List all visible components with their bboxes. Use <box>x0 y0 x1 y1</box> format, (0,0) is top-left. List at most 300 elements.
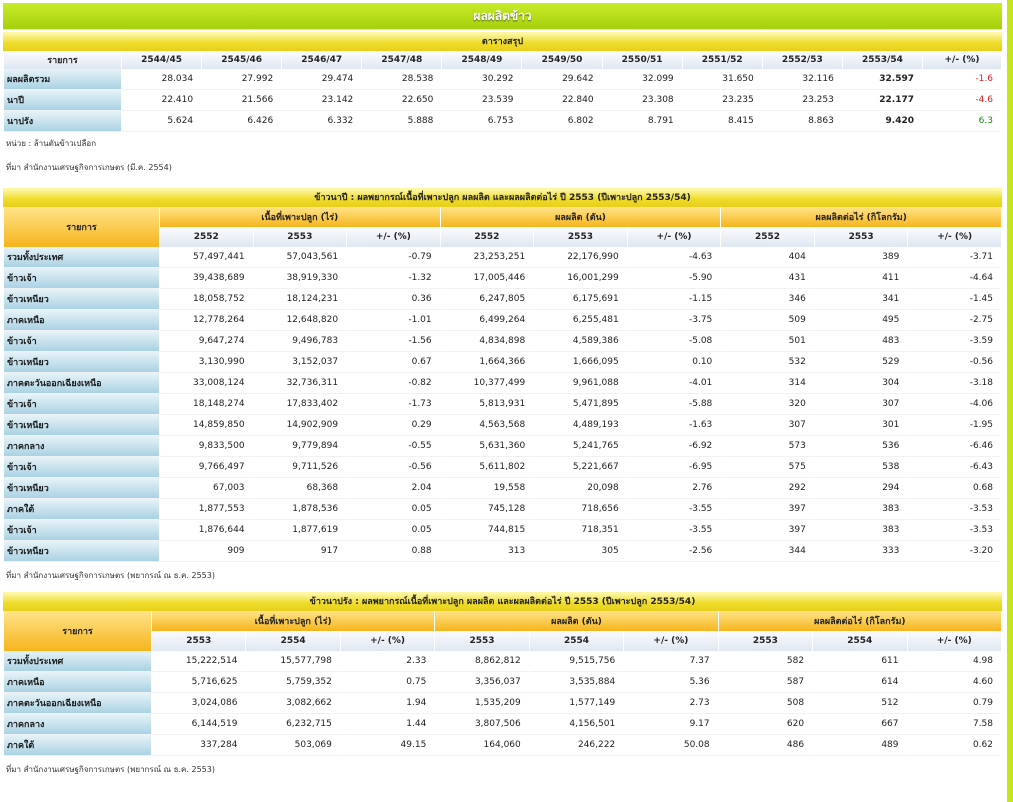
value-cell: 1.94 <box>341 693 434 714</box>
table-row <box>4 457 1001 478</box>
value-cell: 745,128 <box>441 499 534 520</box>
value-cell: 1,577,149 <box>530 693 623 714</box>
sub-header: 2552 <box>160 227 253 247</box>
off-group-area: เนื้อที่เพาะปลูก (ไร่) <box>152 611 434 631</box>
value-cell: 9,961,088 <box>534 373 627 394</box>
value-cell: -0.79 <box>347 247 440 268</box>
unit-note: หน่วย : ล้านตันข้าวเปลือก <box>6 139 97 148</box>
value-cell: 4,589,386 <box>534 331 627 352</box>
value-cell: 582 <box>719 651 812 672</box>
table-row <box>4 714 1001 735</box>
value-cell: 5,631,360 <box>441 436 534 457</box>
sub-header: 2554 <box>246 631 339 651</box>
main-group-production: ผลผลิต (ตัน) <box>441 207 721 227</box>
value-cell: -3.71 <box>908 247 1001 268</box>
value-cell: 22.650 <box>362 90 441 111</box>
value-cell: 718,656 <box>534 499 627 520</box>
value-cell: 2.73 <box>624 693 717 714</box>
value-cell: 246,222 <box>530 735 623 756</box>
sub-header: +/- (%) <box>628 227 721 247</box>
value-cell: -1.45 <box>908 289 1001 310</box>
value-cell: 31.650 <box>683 69 762 90</box>
value-cell: 573 <box>721 436 814 457</box>
value-cell: -1.15 <box>628 289 721 310</box>
value-cell: 28.034 <box>122 69 201 90</box>
value-cell: -0.55 <box>347 436 440 457</box>
table-row <box>4 672 1001 693</box>
table-row <box>4 268 1001 289</box>
value-cell: -1.95 <box>908 415 1001 436</box>
value-cell: 23.539 <box>442 90 521 111</box>
value-cell: 1,666,095 <box>534 352 627 373</box>
value-cell: 67,003 <box>160 478 253 499</box>
value-cell: 32.597 <box>843 69 922 90</box>
value-cell: 0.68 <box>908 478 1001 499</box>
row-label: ภาคตะวันออกเฉียงเหนือ <box>4 693 151 714</box>
value-cell: 20,098 <box>534 478 627 499</box>
row-label: ภาคใต้ <box>4 735 151 756</box>
sub-header: 2554 <box>813 631 906 651</box>
value-cell: 33,008,124 <box>160 373 253 394</box>
row-label: ข้าวเจ้า <box>4 394 159 415</box>
value-cell: 22.177 <box>843 90 922 111</box>
value-cell: 9,711,526 <box>254 457 347 478</box>
value-cell: 4,489,193 <box>534 415 627 436</box>
value-cell: 346 <box>721 289 814 310</box>
row-label: ภาคตะวันออกเฉียงเหนือ <box>4 373 159 394</box>
value-cell: 19,558 <box>441 478 534 499</box>
value-cell: -2.75 <box>908 310 1001 331</box>
value-cell: 4,834,898 <box>441 331 534 352</box>
value-cell: 6,175,691 <box>534 289 627 310</box>
value-cell: 68,368 <box>254 478 347 499</box>
value-cell: 23.253 <box>763 90 842 111</box>
value-cell: 337,284 <box>152 735 245 756</box>
value-cell: 4.60 <box>908 672 1002 693</box>
value-cell: 6,247,805 <box>441 289 534 310</box>
sub-header: 2554 <box>530 631 623 651</box>
value-cell: 57,497,441 <box>160 247 253 268</box>
value-cell: -3.55 <box>628 499 721 520</box>
value-cell: 501 <box>721 331 814 352</box>
row-label: ข้าวเหนียว <box>4 352 159 373</box>
value-cell: 5,759,352 <box>246 672 339 693</box>
value-cell: 3,807,506 <box>435 714 528 735</box>
value-cell: 5,221,667 <box>534 457 627 478</box>
value-cell: 57,043,561 <box>254 247 347 268</box>
value-cell: 22,176,990 <box>534 247 627 268</box>
value-cell: 50.08 <box>624 735 717 756</box>
value-cell: 27.992 <box>202 69 281 90</box>
value-cell: 16,001,299 <box>534 268 627 289</box>
value-cell: 9,779,894 <box>254 436 347 457</box>
value-cell: 32.116 <box>763 69 842 90</box>
value-cell: 0.75 <box>341 672 434 693</box>
table-row <box>4 436 1001 457</box>
value-cell: 164,060 <box>435 735 528 756</box>
year-header: 2549/50 <box>522 51 601 69</box>
value-cell: 503,069 <box>246 735 339 756</box>
value-cell: 3,024,086 <box>152 693 245 714</box>
value-cell: 6,499,264 <box>441 310 534 331</box>
summary-row <box>4 69 1001 90</box>
value-cell: -5.08 <box>628 331 721 352</box>
value-cell: 18,124,231 <box>254 289 347 310</box>
value-cell: 304 <box>815 373 908 394</box>
value-cell: 1,877,619 <box>254 520 347 541</box>
value-cell: 333 <box>815 541 908 562</box>
value-cell: -1.56 <box>347 331 440 352</box>
page-title: ผลผลิตข้าว <box>3 3 1002 30</box>
value-cell: -3.18 <box>908 373 1001 394</box>
value-cell: 0.62 <box>908 735 1002 756</box>
value-cell: 17,005,446 <box>441 268 534 289</box>
year-header: 2545/46 <box>202 51 281 69</box>
table-row <box>4 352 1001 373</box>
table-row <box>4 735 1001 756</box>
value-cell: 14,859,850 <box>160 415 253 436</box>
sub-header: 2553 <box>435 631 528 651</box>
value-cell: 49.15 <box>341 735 434 756</box>
value-cell: 6,255,481 <box>534 310 627 331</box>
sub-header: +/- (%) <box>624 631 717 651</box>
value-cell: 5.36 <box>624 672 717 693</box>
row-label: นาปี <box>4 90 121 111</box>
value-cell: 2.04 <box>347 478 440 499</box>
value-cell: 1,877,553 <box>160 499 253 520</box>
row-label: ข้าวเหนียว <box>4 541 159 562</box>
value-cell: 744,815 <box>441 520 534 541</box>
off-group-production: ผลผลิต (ตัน) <box>435 611 717 631</box>
value-cell: 6.426 <box>202 111 281 132</box>
value-cell: 22.840 <box>522 90 601 111</box>
row-label: ข้าวเจ้า <box>4 457 159 478</box>
table-row <box>4 693 1001 714</box>
value-cell: 294 <box>815 478 908 499</box>
value-cell: 0.29 <box>347 415 440 436</box>
value-cell: 3,152,037 <box>254 352 347 373</box>
change-cell: -1.6 <box>923 69 1001 90</box>
off-row-header: รายการ <box>4 611 151 651</box>
value-cell: 620 <box>719 714 812 735</box>
row-label: ข้าวเจ้า <box>4 268 159 289</box>
value-cell: 18,058,752 <box>160 289 253 310</box>
year-header: 2546/47 <box>282 51 361 69</box>
value-cell: -3.53 <box>908 520 1001 541</box>
value-cell: 5,813,931 <box>441 394 534 415</box>
value-cell: 3,356,037 <box>435 672 528 693</box>
value-cell: 313 <box>441 541 534 562</box>
value-cell: 1,535,209 <box>435 693 528 714</box>
table-row <box>4 289 1001 310</box>
value-cell: -6.92 <box>628 436 721 457</box>
row-label: นาปรัง <box>4 111 121 132</box>
value-cell: -1.32 <box>347 268 440 289</box>
value-cell: 397 <box>721 499 814 520</box>
value-cell: 1,664,366 <box>441 352 534 373</box>
value-cell: 314 <box>721 373 814 394</box>
value-cell: 6.753 <box>442 111 521 132</box>
table-row <box>4 651 1001 672</box>
row-label: ภาคเหนือ <box>4 672 151 693</box>
year-header: 2552/53 <box>763 51 842 69</box>
value-cell: -3.20 <box>908 541 1001 562</box>
value-cell: 10,377,499 <box>441 373 534 394</box>
value-cell: 495 <box>815 310 908 331</box>
value-cell: 532 <box>721 352 814 373</box>
value-cell: -3.75 <box>628 310 721 331</box>
value-cell: 383 <box>815 520 908 541</box>
value-cell: -1.73 <box>347 394 440 415</box>
summary-header-row <box>4 51 1001 69</box>
value-cell: 23.308 <box>603 90 682 111</box>
value-cell: 6.332 <box>282 111 361 132</box>
value-cell: 9,515,756 <box>530 651 623 672</box>
value-cell: 0.05 <box>347 499 440 520</box>
value-cell: 7.58 <box>908 714 1002 735</box>
value-cell: 4.98 <box>908 651 1002 672</box>
value-cell: -3.53 <box>908 499 1001 520</box>
value-cell: 486 <box>719 735 812 756</box>
value-cell: 22.410 <box>122 90 201 111</box>
summary-row <box>4 90 1001 111</box>
value-cell: 1,876,644 <box>160 520 253 541</box>
value-cell: 9,833,500 <box>160 436 253 457</box>
table-row <box>4 310 1001 331</box>
sub-header: 2553 <box>534 227 627 247</box>
value-cell: 431 <box>721 268 814 289</box>
value-cell: 536 <box>815 436 908 457</box>
value-cell: 575 <box>721 457 814 478</box>
value-cell: 0.79 <box>908 693 1002 714</box>
value-cell: 32,736,311 <box>254 373 347 394</box>
value-cell: 12,648,820 <box>254 310 347 331</box>
summary-row <box>4 111 1001 132</box>
value-cell: 508 <box>719 693 812 714</box>
value-cell: 8,862,812 <box>435 651 528 672</box>
value-cell: 917 <box>254 541 347 562</box>
value-cell: 3,082,662 <box>246 693 339 714</box>
row-label: รวมทั้งประเทศ <box>4 247 159 268</box>
year-header: 2551/52 <box>683 51 762 69</box>
value-cell: 1.44 <box>341 714 434 735</box>
value-cell: -0.56 <box>908 352 1001 373</box>
value-cell: 611 <box>813 651 906 672</box>
value-cell: 3,130,990 <box>160 352 253 373</box>
year-header: 2550/51 <box>603 51 682 69</box>
value-cell: 341 <box>815 289 908 310</box>
table-row <box>4 478 1001 499</box>
sub-header: 2553 <box>152 631 245 651</box>
value-cell: 9,496,783 <box>254 331 347 352</box>
value-cell: -4.06 <box>908 394 1001 415</box>
sub-header: 2552 <box>441 227 534 247</box>
year-header: 2544/45 <box>122 51 201 69</box>
main-season-source: ที่มา สำนักงานเศรษฐกิจการเกษตร (พยากรณ์ ณ ธ.ค. 2553) <box>6 571 215 580</box>
row-label: ภาคใต้ <box>4 499 159 520</box>
summary-title: ตารางสรุป <box>3 32 1002 51</box>
main-row-header: รายการ <box>4 207 159 247</box>
value-cell: 301 <box>815 415 908 436</box>
value-cell: 2.76 <box>628 478 721 499</box>
value-cell: 39,438,689 <box>160 268 253 289</box>
value-cell: 344 <box>721 541 814 562</box>
value-cell: 23.235 <box>683 90 762 111</box>
row-label: ข้าวเจ้า <box>4 520 159 541</box>
page-content <box>3 0 1002 778</box>
value-cell: 3,535,884 <box>530 672 623 693</box>
value-cell: 7.37 <box>624 651 717 672</box>
value-cell: -6.43 <box>908 457 1001 478</box>
value-cell: 307 <box>721 415 814 436</box>
value-cell: -3.59 <box>908 331 1001 352</box>
value-cell: 5,241,765 <box>534 436 627 457</box>
summary-header-label: รายการ <box>4 51 121 69</box>
value-cell: 2.33 <box>341 651 434 672</box>
value-cell: 538 <box>815 457 908 478</box>
value-cell: 0.10 <box>628 352 721 373</box>
value-cell: 5,471,895 <box>534 394 627 415</box>
row-label: ภาคกลาง <box>4 436 159 457</box>
value-cell: 718,351 <box>534 520 627 541</box>
value-cell: 0.88 <box>347 541 440 562</box>
value-cell: 0.36 <box>347 289 440 310</box>
value-cell: -3.55 <box>628 520 721 541</box>
value-cell: 29.642 <box>522 69 601 90</box>
value-cell: -0.56 <box>347 457 440 478</box>
value-cell: 6,144,519 <box>152 714 245 735</box>
value-cell: -4.64 <box>908 268 1001 289</box>
value-cell: 9.17 <box>624 714 717 735</box>
value-cell: 909 <box>160 541 253 562</box>
value-cell: 9,647,274 <box>160 331 253 352</box>
off-season-source: ที่มา สำนักงานเศรษฐกิจการเกษตร (พยากรณ์ ณ ธ.ค. 2553) <box>6 765 215 774</box>
change-header: +/- (%) <box>923 51 1001 69</box>
year-header: 2553/54 <box>843 51 922 69</box>
value-cell: -2.56 <box>628 541 721 562</box>
value-cell: 614 <box>813 672 906 693</box>
sub-header: +/- (%) <box>908 227 1001 247</box>
value-cell: 29.474 <box>282 69 361 90</box>
value-cell: 6.802 <box>522 111 601 132</box>
value-cell: -4.63 <box>628 247 721 268</box>
value-cell: 305 <box>534 541 627 562</box>
change-cell: 6.3 <box>923 111 1001 132</box>
value-cell: 21.566 <box>202 90 281 111</box>
value-cell: 18,148,274 <box>160 394 253 415</box>
value-cell: 587 <box>719 672 812 693</box>
value-cell: 0.05 <box>347 520 440 541</box>
value-cell: 397 <box>721 520 814 541</box>
change-cell: -4.6 <box>923 90 1001 111</box>
value-cell: 489 <box>813 735 906 756</box>
value-cell: 5,611,802 <box>441 457 534 478</box>
row-label: ข้าวเหนียว <box>4 478 159 499</box>
row-label: ข้าวเจ้า <box>4 331 159 352</box>
value-cell: 8.791 <box>603 111 682 132</box>
value-cell: 5,716,625 <box>152 672 245 693</box>
value-cell: 6,232,715 <box>246 714 339 735</box>
sub-header: 2553 <box>815 227 908 247</box>
row-label: ภาคกลาง <box>4 714 151 735</box>
value-cell: 15,577,798 <box>246 651 339 672</box>
value-cell: 512 <box>813 693 906 714</box>
value-cell: 667 <box>813 714 906 735</box>
value-cell: 8.863 <box>763 111 842 132</box>
value-cell: 1,878,536 <box>254 499 347 520</box>
value-cell: 38,919,330 <box>254 268 347 289</box>
sub-header: 2552 <box>721 227 814 247</box>
value-cell: 9.420 <box>843 111 922 132</box>
value-cell: 15,222,514 <box>152 651 245 672</box>
value-cell: 509 <box>721 310 814 331</box>
value-cell: 12,778,264 <box>160 310 253 331</box>
main-group-area: เนื้อที่เพาะปลูก (ไร่) <box>160 207 440 227</box>
table-row <box>4 331 1001 352</box>
row-label: ข้าวเหนียว <box>4 289 159 310</box>
value-cell: 23,253,251 <box>441 247 534 268</box>
value-cell: 483 <box>815 331 908 352</box>
value-cell: 14,902,909 <box>254 415 347 436</box>
value-cell: 4,563,568 <box>441 415 534 436</box>
table-row <box>4 373 1001 394</box>
value-cell: 5.888 <box>362 111 441 132</box>
year-header: 2548/49 <box>442 51 521 69</box>
table-row <box>4 394 1001 415</box>
value-cell: -1.63 <box>628 415 721 436</box>
value-cell: 9,766,497 <box>160 457 253 478</box>
value-cell: 529 <box>815 352 908 373</box>
sub-header: +/- (%) <box>908 631 1002 651</box>
value-cell: -6.46 <box>908 436 1001 457</box>
value-cell: 32.099 <box>603 69 682 90</box>
off-subheader-row <box>4 631 1001 651</box>
table-row <box>4 520 1001 541</box>
value-cell: 0.67 <box>347 352 440 373</box>
value-cell: -1.01 <box>347 310 440 331</box>
value-cell: -5.88 <box>628 394 721 415</box>
value-cell: 23.142 <box>282 90 361 111</box>
table-row <box>4 541 1001 562</box>
value-cell: -0.82 <box>347 373 440 394</box>
off-group-yield: ผลผลิตต่อไร่ (กิโลกรัม) <box>719 611 1001 631</box>
year-header: 2547/48 <box>362 51 441 69</box>
value-cell: 4,156,501 <box>530 714 623 735</box>
row-label: รวมทั้งประเทศ <box>4 651 151 672</box>
main-season-title: ข้าวนาปี : ผลพยากรณ์เนื้อที่เพาะปลูก ผลผลิต และผลผลิตต่อไร่ ปี 2553 (ปีเพาะปลูก 2553/54) <box>3 188 1002 207</box>
value-cell: 389 <box>815 247 908 268</box>
sub-header: 2553 <box>254 227 347 247</box>
main-season-table <box>3 207 1002 562</box>
value-cell: 8.415 <box>683 111 762 132</box>
sub-header: 2553 <box>719 631 812 651</box>
value-cell: -4.01 <box>628 373 721 394</box>
value-cell: 30.292 <box>442 69 521 90</box>
summary-source: ที่มา สำนักงานเศรษฐกิจการเกษตร (มี.ค. 2554) <box>6 163 172 172</box>
value-cell: -5.90 <box>628 268 721 289</box>
value-cell: 320 <box>721 394 814 415</box>
summary-table <box>3 51 1002 132</box>
value-cell: 307 <box>815 394 908 415</box>
sub-header: +/- (%) <box>341 631 434 651</box>
value-cell: 383 <box>815 499 908 520</box>
value-cell: 28.538 <box>362 69 441 90</box>
table-row <box>4 499 1001 520</box>
value-cell: 411 <box>815 268 908 289</box>
off-season-table <box>3 611 1002 756</box>
row-label: ผลผลิตรวม <box>4 69 121 90</box>
value-cell: -6.95 <box>628 457 721 478</box>
